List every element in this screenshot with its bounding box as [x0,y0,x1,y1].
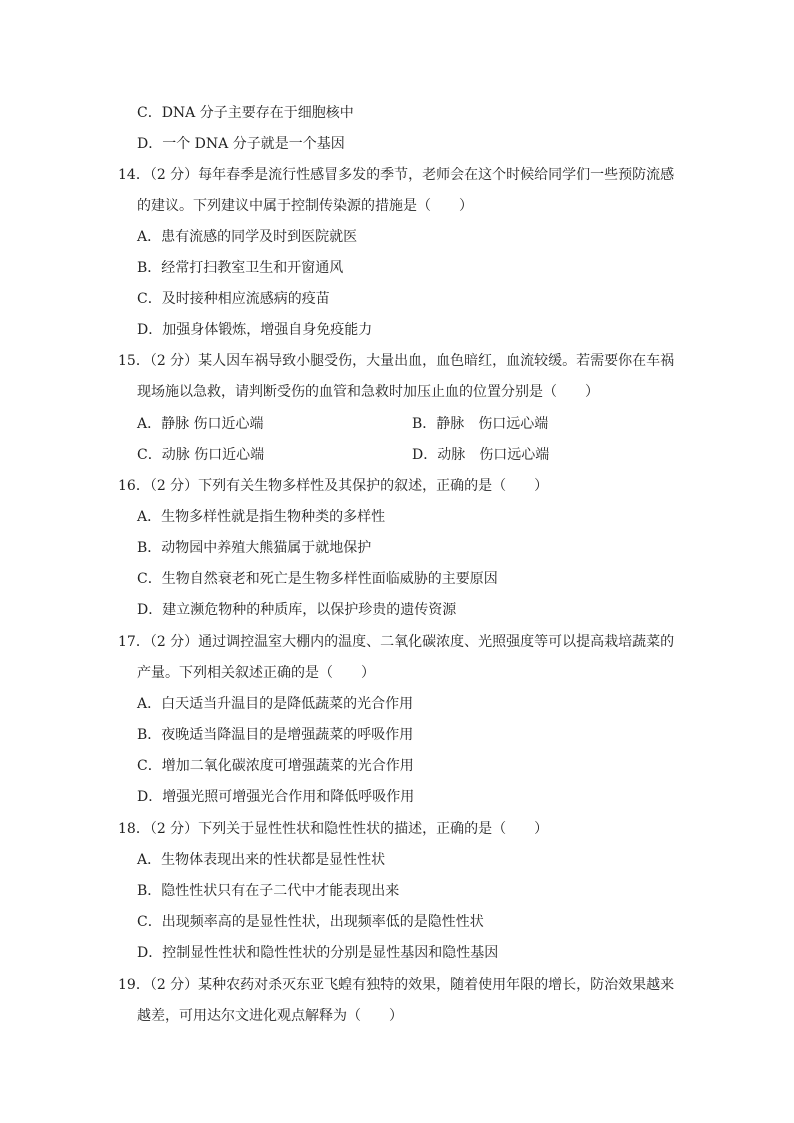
question-18-option-c: C．出现频率高的是显性性状，出现频率低的是隐性性状 [137,914,484,930]
question-15-stem-line-2: 现场施以急救，请判断受伤的血管和急救时加压止血的位置分别是（ ） [137,384,599,400]
question-19-stem-line-1: 19．（2 分）某种农药对杀灭东亚飞蝗有独特的效果，随着使用年限的增长，防治效果越来 [118,977,675,993]
question-17-option-a: A．白天适当升温目的是降低蔬菜的光合作用 [137,696,414,712]
question-14-option-d: D．加强身体锻炼，增强自身免疫能力 [137,322,373,338]
question-14-stem-line-1: 14．（2 分）每年春季是流行性感冒多发的季节，老师会在这个时候给同学们一些预防流感 [118,167,675,183]
question-14-option-b: B．经常打扫教室卫生和开窗通风 [137,260,344,276]
question-18-option-d: D．控制显性性状和隐性性状的分别是显性基因和隐性基因 [137,945,499,961]
question-15-option-a: A．静脉 伤口近心端 [137,416,264,432]
question-14-option-c: C．及时接种相应流感病的疫苗 [137,291,330,307]
question-18-option-a: A．生物体表现出来的性状都是显性性状 [137,852,386,868]
question-18-option-b: B．隐性性状只有在子二代中才能表现出来 [137,883,400,899]
question-17-option-c: C．增加二氧化碳浓度可增强蔬菜的光合作用 [137,758,414,774]
question-15-option-b: B．静脉 伤口远心端 [412,416,549,432]
question-17-stem-line-1: 17．（2 分）通过调控温室大棚内的温度、二氧化碳浓度、光照强度等可以提高栽培蔬菜的 [118,634,675,650]
question-16-option-a: A．生物多样性就是指生物种类的多样性 [137,509,386,525]
question-16-option-c: C．生物自然衰老和死亡是生物多样性面临威胁的主要原因 [137,571,498,587]
option-d-prev: D．一个 DNA 分子就是一个基因 [137,136,345,152]
option-c-prev: C．DNA 分子主要存在于细胞核中 [137,105,354,121]
question-14-option-a: A．患有流感的同学及时到医院就医 [137,229,358,245]
question-16-stem-line-1: 16．（2 分）下列有关生物多样性及其保护的叙述，正确的是（ ） [118,478,549,494]
question-17-option-b: B．夜晚适当降温目的是增强蔬菜的呼吸作用 [137,727,414,743]
question-19-stem-line-2: 越差，可用达尔文进化观点解释为（ ） [137,1008,403,1024]
question-15-option-c: C．动脉 伤口近心端 [137,447,265,463]
question-15-option-d: D．动脉 伤口远心端 [412,447,550,463]
question-17-option-d: D．增强光照可增强光合作用和降低呼吸作用 [137,789,415,805]
question-16-option-d: D．建立濒危物种的种质库，以保护珍贵的遗传资源 [137,602,457,618]
question-18-stem-line-1: 18．（2 分）下列关于显性性状和隐性性状的描述，正确的是（ ） [118,821,549,837]
question-14-stem-line-2: 的建议。下列建议中属于控制传染源的措施是（ ） [137,198,473,214]
question-16-option-b: B．动物园中养殖大熊猫属于就地保护 [137,540,372,556]
question-17-stem-line-2: 产量。下列相关叙述正确的是（ ） [137,665,375,681]
question-15-stem-line-1: 15．（2 分）某人因车祸导致小腿受伤，大量出血，血色暗红，血流较缓。若需要你在车祸 [118,353,675,369]
